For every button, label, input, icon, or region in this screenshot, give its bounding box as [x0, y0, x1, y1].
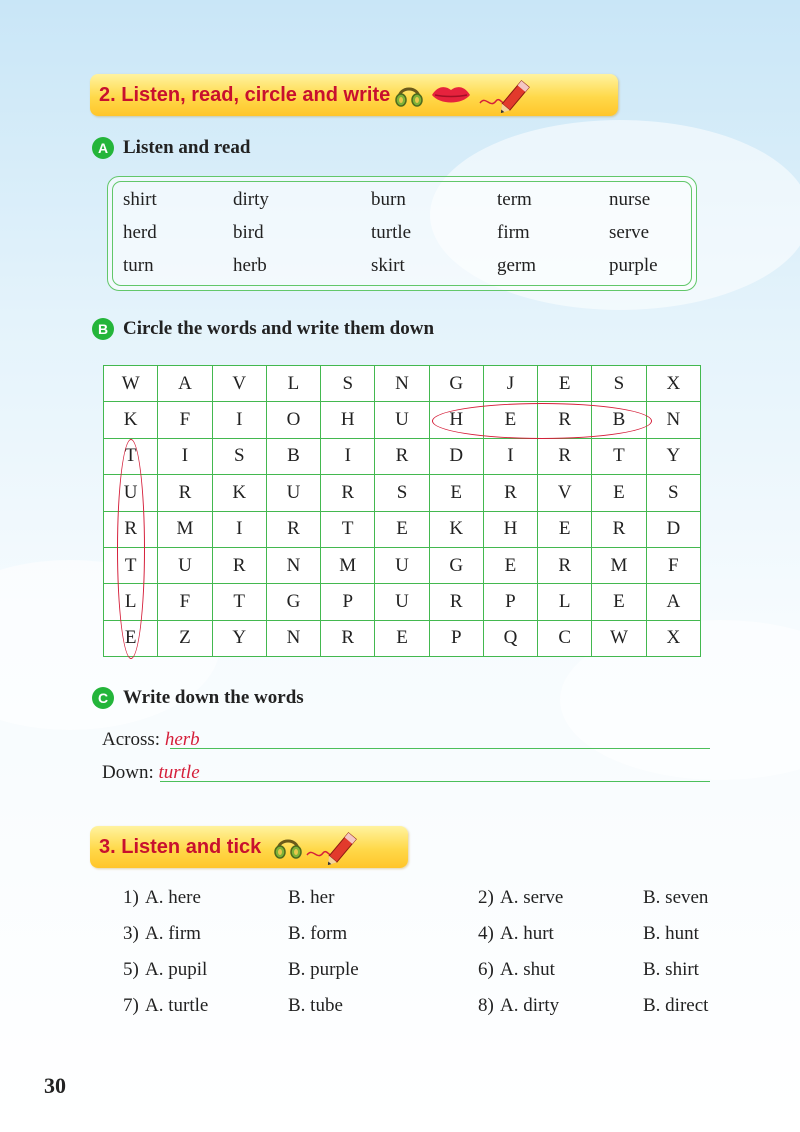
grid-letter[interactable]: E [592, 584, 646, 620]
grid-letter[interactable]: S [375, 475, 429, 511]
grid-letter[interactable]: H [429, 402, 483, 438]
word-item: firm [497, 222, 530, 243]
grid-letter[interactable]: X [646, 620, 700, 656]
grid-letter[interactable]: E [429, 475, 483, 511]
grid-letter[interactable]: I [158, 438, 212, 474]
word-item: herb [233, 255, 267, 276]
tick-option-a[interactable]: A. serve [500, 887, 564, 908]
tick-option-a[interactable]: A. hurt [500, 923, 554, 944]
grid-letter[interactable]: N [646, 402, 700, 438]
grid-letter[interactable]: L [266, 366, 320, 402]
grid-letter[interactable]: T [104, 438, 158, 474]
grid-letter[interactable]: G [429, 547, 483, 583]
tick-option-b[interactable]: B. seven [643, 887, 709, 908]
grid-letter[interactable]: A [646, 584, 700, 620]
pencil-icon [476, 77, 536, 113]
grid-letter[interactable]: I [483, 438, 537, 474]
grid-letter[interactable]: T [104, 547, 158, 583]
word-item: turn [123, 255, 154, 276]
pencil-icon [303, 829, 363, 865]
grid-letter[interactable]: R [321, 620, 375, 656]
answer-rule [170, 748, 710, 749]
grid-letter[interactable]: E [483, 402, 537, 438]
grid-letter[interactable]: N [375, 366, 429, 402]
grid-letter[interactable]: Q [483, 620, 537, 656]
tick-option-b[interactable]: B. shirt [643, 959, 699, 980]
grid-letter[interactable]: R [158, 475, 212, 511]
tick-item-number: 6) [478, 959, 494, 980]
grid-letter[interactable]: L [104, 584, 158, 620]
word-item: germ [497, 255, 537, 276]
grid-row [104, 402, 701, 438]
grid-letter[interactable]: N [266, 547, 320, 583]
part-c-badge: C [92, 687, 114, 709]
word-item: turtle [371, 222, 412, 243]
grid-row [104, 584, 701, 620]
grid-letter[interactable]: P [483, 584, 537, 620]
tick-option-b[interactable]: B. tube [288, 995, 343, 1016]
grid-letter[interactable]: A [158, 366, 212, 402]
tick-item-number: 7) [123, 995, 139, 1016]
grid-row [104, 511, 701, 547]
grid-letter[interactable]: D [646, 511, 700, 547]
headphones-icon [394, 80, 424, 110]
tick-option-b[interactable]: B. direct [643, 995, 709, 1016]
grid-letter[interactable]: U [158, 547, 212, 583]
grid-letter[interactable]: W [104, 366, 158, 402]
part-a-badge: A [92, 137, 114, 159]
grid-letter[interactable]: G [266, 584, 320, 620]
tick-option-a[interactable]: A. here [145, 887, 201, 908]
grid-letter[interactable]: P [429, 620, 483, 656]
section-3-banner [90, 826, 408, 868]
grid-letter[interactable]: R [538, 402, 592, 438]
tick-item-number: 8) [478, 995, 494, 1016]
tick-option-b[interactable]: B. purple [288, 959, 359, 980]
grid-letter[interactable]: X [646, 366, 700, 402]
tick-option-a[interactable]: A. pupil [145, 959, 208, 980]
grid-letter[interactable]: J [483, 366, 537, 402]
word-item: dirty [233, 189, 269, 210]
grid-letter[interactable]: R [375, 438, 429, 474]
grid-letter[interactable]: F [646, 547, 700, 583]
grid-letter[interactable]: E [592, 475, 646, 511]
word-item: serve [609, 222, 650, 243]
grid-letter[interactable]: Y [212, 620, 266, 656]
grid-letter[interactable]: H [321, 402, 375, 438]
across-answer: herb [164, 729, 200, 750]
grid-letter[interactable]: O [266, 402, 320, 438]
grid-letter[interactable]: T [592, 438, 646, 474]
part-b-badge: B [92, 318, 114, 340]
tick-option-b[interactable]: B. hunt [643, 923, 699, 944]
grid-letter[interactable]: V [212, 366, 266, 402]
down-answer: turtle [158, 762, 200, 783]
word-item: nurse [609, 189, 651, 210]
section-3-title: 3. Listen and tick [99, 835, 262, 858]
word-item: skirt [371, 255, 405, 276]
word-list-box [107, 176, 697, 291]
grid-letter[interactable]: Y [646, 438, 700, 474]
grid-letter[interactable]: D [429, 438, 483, 474]
grid-letter[interactable]: F [158, 584, 212, 620]
tick-item-number: 1) [123, 887, 139, 908]
grid-letter[interactable]: R [212, 547, 266, 583]
grid-letter[interactable]: W [592, 620, 646, 656]
grid-letter[interactable]: R [592, 511, 646, 547]
grid-letter[interactable]: U [266, 475, 320, 511]
grid-letter[interactable]: K [212, 475, 266, 511]
headphones-icon [273, 832, 303, 862]
word-item: term [497, 189, 532, 210]
grid-letter[interactable]: R [538, 438, 592, 474]
word-item: bird [233, 222, 264, 243]
part-c-title: Write down the words [123, 687, 304, 708]
tick-option-a[interactable]: A. turtle [145, 995, 209, 1016]
grid-letter[interactable]: N [266, 620, 320, 656]
tick-option-a[interactable]: A. dirty [500, 995, 560, 1016]
answer-rule [160, 781, 710, 782]
tick-option-a[interactable]: A. shut [500, 959, 555, 980]
word-item: burn [371, 189, 406, 210]
word-item: purple [609, 255, 658, 276]
grid-letter[interactable]: H [483, 511, 537, 547]
part-a-title: Listen and read [123, 137, 251, 158]
section-2-title: 2. Listen, read, circle and write [99, 83, 391, 106]
grid-letter[interactable]: R [321, 475, 375, 511]
grid-letter[interactable]: K [104, 402, 158, 438]
grid-letter[interactable]: I [212, 402, 266, 438]
grid-letter[interactable]: S [212, 438, 266, 474]
grid-letter[interactable]: P [321, 584, 375, 620]
grid-letter[interactable]: E [483, 547, 537, 583]
grid-letter[interactable]: I [212, 511, 266, 547]
grid-letter[interactable]: M [158, 511, 212, 547]
tick-option-a[interactable]: A. firm [145, 923, 201, 944]
grid-letter[interactable]: R [483, 475, 537, 511]
down-label: Down: [102, 762, 154, 783]
word-search-grid [103, 365, 701, 657]
grid-letter[interactable]: Z [158, 620, 212, 656]
part-c-heading [92, 687, 304, 709]
grid-letter[interactable]: U [375, 547, 429, 583]
grid-letter[interactable]: S [321, 366, 375, 402]
grid-letter[interactable]: U [375, 584, 429, 620]
grid-letter[interactable]: M [321, 547, 375, 583]
word-item: herd [123, 222, 157, 243]
part-a-heading [92, 137, 250, 159]
part-b-title: Circle the words and write them down [123, 318, 435, 339]
grid-letter[interactable]: E [375, 620, 429, 656]
grid-letter[interactable]: F [158, 402, 212, 438]
grid-row [104, 475, 701, 511]
tick-item-number: 4) [478, 923, 494, 944]
grid-letter[interactable]: V [538, 475, 592, 511]
grid-letter[interactable]: T [212, 584, 266, 620]
across-label: Across: [102, 729, 161, 750]
tick-option-b[interactable]: B. her [288, 887, 335, 908]
grid-letter[interactable]: U [375, 402, 429, 438]
tick-item-number: 2) [478, 887, 494, 908]
grid-row [104, 620, 701, 656]
grid-letter[interactable]: B [592, 402, 646, 438]
part-b-heading [92, 318, 434, 340]
grid-letter[interactable]: T [321, 511, 375, 547]
grid-row [104, 438, 701, 474]
grid-letter[interactable]: E [104, 620, 158, 656]
grid-letter[interactable]: E [538, 366, 592, 402]
page-number: 30 [44, 1073, 66, 1098]
grid-letter[interactable]: C [538, 620, 592, 656]
grid-letter[interactable]: M [592, 547, 646, 583]
grid-letter[interactable]: L [538, 584, 592, 620]
grid-letter[interactable]: R [538, 547, 592, 583]
grid-letter[interactable]: R [429, 584, 483, 620]
lips-icon [430, 82, 472, 108]
tick-item-number: 5) [123, 959, 139, 980]
grid-letter[interactable]: R [266, 511, 320, 547]
grid-row [104, 366, 701, 402]
grid-row [104, 547, 701, 583]
grid-letter[interactable]: B [266, 438, 320, 474]
grid-letter[interactable]: E [538, 511, 592, 547]
grid-letter[interactable]: U [104, 475, 158, 511]
grid-letter[interactable]: R [104, 511, 158, 547]
grid-letter[interactable]: S [646, 475, 700, 511]
grid-letter[interactable]: I [321, 438, 375, 474]
grid-letter[interactable]: G [429, 366, 483, 402]
word-item: shirt [123, 189, 157, 210]
tick-item-number: 3) [123, 923, 139, 944]
grid-letter[interactable]: K [429, 511, 483, 547]
section-2-banner [90, 74, 618, 116]
grid-letter[interactable]: S [592, 366, 646, 402]
tick-option-b[interactable]: B. form [288, 923, 348, 944]
grid-letter[interactable]: E [375, 511, 429, 547]
